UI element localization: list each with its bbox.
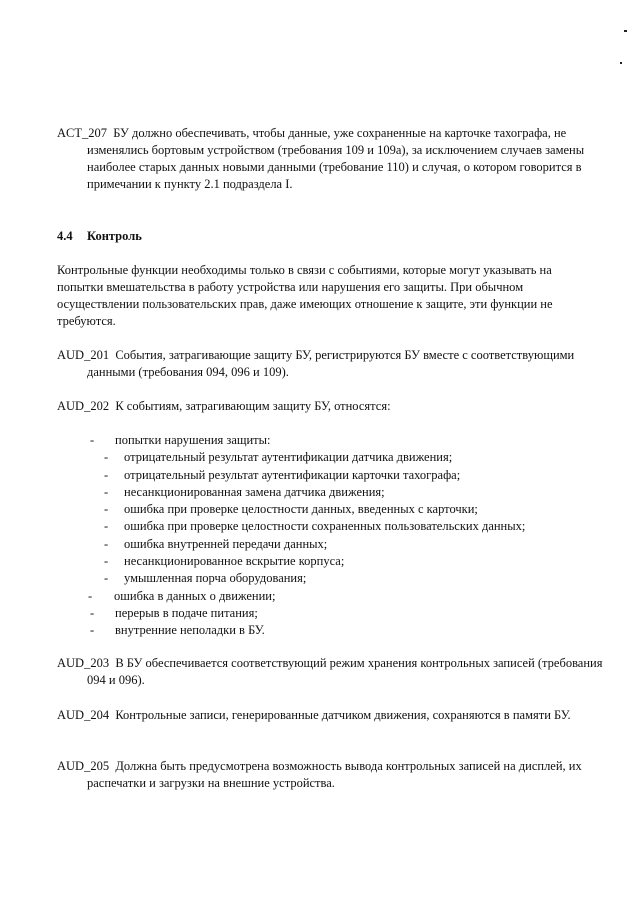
list-item — [0, 432, 525, 449]
requirement-code: ACT_207 — [57, 126, 107, 140]
list-dash: - — [104, 571, 109, 586]
list-item-text: отрицательный результат аутентификации датчика движения; — [124, 450, 453, 465]
list-item — [0, 553, 525, 570]
requirement-text: События, затрагивающие защиту БУ, регистрируются БУ вместе с соответствующими данными (требования 094, 096 и 109). — [87, 348, 575, 379]
list-item-text: перерыв в подаче питания; — [115, 605, 258, 620]
list-dash: - — [104, 519, 109, 534]
list-dash: - — [104, 467, 109, 482]
requirement-code: AUD_203 — [57, 656, 110, 670]
section-number: 4.4 — [57, 229, 73, 243]
list-item-text: умышленная порча оборудования; — [124, 571, 307, 586]
list-dash: - — [104, 484, 109, 499]
list-item-text: отрицательный результат аутентификации карточки тахографа; — [124, 467, 461, 482]
list-item — [0, 570, 525, 587]
list-item-text: внутренние неполадки в БУ. — [115, 623, 265, 638]
list-item — [0, 449, 525, 466]
requirement-text: К событиям, затрагивающим защиту БУ, относятся: — [115, 399, 391, 413]
intro-paragraph: Контрольные функции необходимы только в связи с событиями, которые могут указывать на попытки вмешательства в работу устройства или нарушения его защиты. При обычном осуществлении пользовательских прав, даже имеющих отношение к защите, эти функции не требуются. — [57, 263, 553, 328]
requirement-code: AUD_202 — [57, 399, 110, 413]
list-item — [0, 588, 525, 605]
requirement-code: AUD_205 — [57, 759, 110, 773]
requirement-aud-202 — [57, 398, 617, 415]
list-item — [0, 622, 525, 639]
section-title: Контроль — [87, 229, 142, 243]
requirement-act-207 — [57, 125, 617, 193]
section-heading — [57, 228, 142, 245]
requirement-text: В БУ обеспечивается соответствующий режим хранения контрольных записей (требования 094 и 096). — [87, 656, 603, 687]
requirement-text: Контрольные записи, генерированные датчиком движения, сохраняются в памяти БУ. — [115, 708, 571, 722]
requirement-text: БУ должно обеспечивать, чтобы данные, уже сохраненные на карточке тахографа, не изменялись бортовым устройством (требования 109 и 109а), за исключением случаев замены наиболее старых данных новыми данными (требование 110) и случая, о котором говорится в примечании к пункту 2.1 подраздела I. — [87, 126, 585, 191]
list-dash: - — [90, 623, 95, 638]
requirement-code: AUD_201 — [57, 348, 110, 362]
list-dash: - — [104, 554, 109, 569]
requirement-aud-205 — [57, 758, 617, 792]
requirement-aud-201 — [57, 347, 617, 381]
list-item — [0, 518, 525, 535]
list-dash: - — [88, 588, 93, 603]
list-dash: - — [104, 450, 109, 465]
list-item-text: ошибка внутренней передачи данных; — [124, 536, 328, 551]
scan-mark — [620, 62, 622, 64]
list-item-text: ошибка в данных о движении; — [114, 588, 276, 603]
event-list — [0, 432, 525, 640]
list-item-text: ошибка при проверке целостности сохраненных пользовательских данных; — [124, 519, 526, 534]
list-item-text: ошибка при проверке целостности данных, введенных с карточки; — [124, 502, 478, 517]
list-dash: - — [104, 536, 109, 551]
list-dash: - — [104, 502, 109, 517]
list-dash: - — [90, 605, 95, 620]
requirement-text: Должна быть предусмотрена возможность вывода контрольных записей на дисплей, их распечатки и загрузки на внешние устройства. — [87, 759, 582, 790]
list-item-text: несанкционированное вскрытие корпуса; — [124, 554, 345, 569]
scan-mark — [624, 30, 627, 32]
requirement-aud-203 — [57, 655, 617, 689]
list-item-text: несанкционированная замена датчика движения; — [124, 484, 385, 499]
list-item — [0, 467, 525, 484]
list-item — [0, 484, 525, 501]
list-item — [0, 501, 525, 518]
requirement-code: AUD_204 — [57, 708, 110, 722]
requirement-aud-204 — [57, 707, 617, 724]
list-dash: - — [90, 433, 95, 447]
list-item — [0, 605, 525, 622]
list-item-text: попытки нарушения защиты: — [115, 433, 271, 447]
list-item — [0, 536, 525, 553]
